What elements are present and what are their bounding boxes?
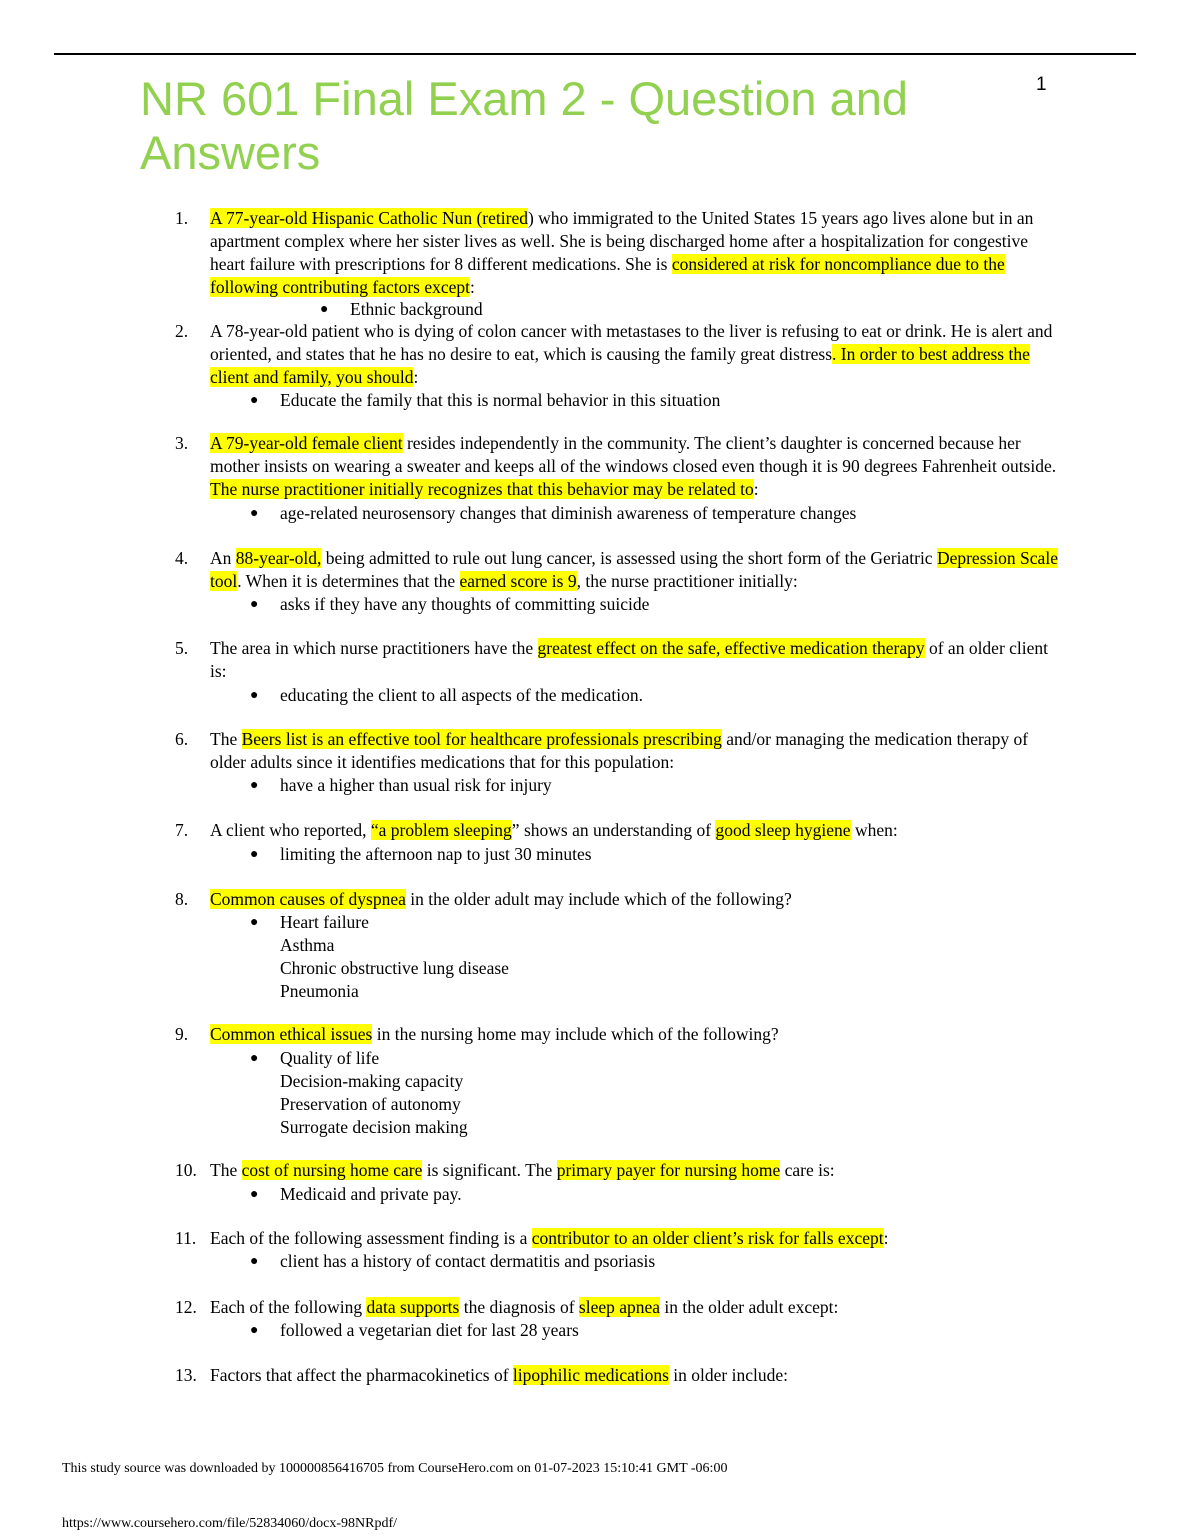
highlighted-text: Beers list is an effective tool for healthcare professionals prescribing (241, 729, 722, 749)
question-number: 7. (175, 820, 189, 840)
answer-text: Medicaid and private pay. (280, 1184, 462, 1204)
highlighted-text: A 77-year-old Hispanic Catholic Nun (retired (210, 208, 528, 228)
page-number: 1 (1036, 74, 1047, 95)
highlighted-text: earned score is 9 (459, 571, 577, 591)
question-text (210, 207, 1060, 299)
bullet-icon: ● (250, 915, 259, 930)
question-number: 4. (175, 548, 189, 568)
highlighted-text: The nurse practitioner initially recognizes that this behavior may be related to (210, 479, 754, 499)
answer-block (250, 1047, 468, 1139)
answer-text: Asthma (280, 935, 335, 955)
footer-url[interactable]: https://www.coursehero.com/file/52834060/docx-98NRpdf/ (62, 1516, 398, 1531)
page-title: NR 601 Final Exam 2 - Question and Answers (140, 72, 909, 179)
answer-text: Heart failure (280, 912, 369, 932)
bullet-icon: ● (320, 302, 329, 317)
question-text-segment: . When it is determines that the (237, 571, 460, 591)
question-number: 5. (175, 638, 189, 658)
highlighted-text: data supports (366, 1297, 460, 1317)
question-text-segment: The area in which nurse practitioners have the (210, 638, 538, 658)
question-text-segment: is significant. The (422, 1160, 557, 1180)
question-text-segment: : (753, 479, 759, 499)
question-text-segment: in the older adult may include which of the following? (405, 889, 792, 909)
question-text-segment: The (210, 1160, 242, 1180)
answer-block (250, 843, 592, 866)
highlighted-text: cost of nursing home care (241, 1160, 423, 1180)
answer-block (250, 774, 552, 797)
question-text-segment: Each of the following assessment finding is a (210, 1228, 532, 1248)
highlighted-text: Common causes of dyspnea (210, 889, 406, 909)
answer-block (250, 593, 650, 616)
highlighted-text: “a problem sleeping (370, 820, 512, 840)
highlighted-text: greatest effect on the safe, effective medication therapy (537, 638, 925, 658)
highlighted-text: lipophilic medications (512, 1365, 669, 1385)
answer-text: have a higher than usual risk for injury (280, 775, 552, 795)
question-text-segment: , the nurse practitioner initially: (576, 571, 798, 591)
question-text (210, 819, 1060, 842)
question-number: 13. (175, 1365, 197, 1385)
bullet-icon: ● (250, 1323, 259, 1338)
answer-block (250, 911, 509, 1003)
highlighted-text: good sleep hygiene (715, 820, 851, 840)
bullet-icon: ● (250, 1187, 259, 1202)
answer-text: Pneumonia (280, 981, 359, 1001)
question-text-segment: : (883, 1228, 889, 1248)
question-text (210, 888, 1060, 911)
question-number: 12. (175, 1297, 197, 1317)
question-text-segment: and/or managing the medication therapy of older adults since it identifies medications that for this population: (210, 729, 1029, 772)
bullet-icon: ● (250, 506, 259, 521)
answer-block (320, 298, 483, 321)
question-text (210, 1227, 1060, 1250)
question-number: 1. (175, 208, 189, 228)
highlighted-text: contributor to an older client’s risk for falls except (531, 1228, 884, 1248)
bullet-icon: ● (250, 778, 259, 793)
question-text-segment: A 78-year-old patient who is dying of colon cancer with metastases to the liver is refusing to eat or drink. He is alert and oriented, and states that he has no desire to eat, which is causing the family great distress (210, 321, 1053, 364)
answer-block (250, 389, 721, 412)
question-text-segment: An (210, 548, 236, 568)
bullet-icon: ● (250, 1051, 259, 1066)
question-text-segment: being admitted to rule out lung cancer, is assessed using the short form of the Geriatric (321, 548, 937, 568)
answer-text: followed a vegetarian diet for last 28 years (280, 1320, 579, 1340)
answer-text: Ethnic background (350, 299, 483, 319)
question-text-segment: : (413, 367, 419, 387)
question-text (210, 1364, 1060, 1387)
question-text-segment: ” shows an understanding of (511, 820, 716, 840)
question-text (210, 1023, 1060, 1046)
answer-text: Chronic obstructive lung disease (280, 958, 509, 978)
answer-text: educating the client to all aspects of the medication. (280, 685, 643, 705)
question-text (210, 728, 1060, 774)
question-text (210, 1296, 1060, 1319)
answer-block (250, 1250, 656, 1273)
question-number: 6. (175, 729, 189, 749)
question-text-segment: resides independently in the community. The client’s daughter is concerned because her mother insists on wearing a sweater and keeps all of the windows closed even though it is 90 degrees Fahrenheit outside. (210, 433, 1057, 476)
question-text (210, 1159, 1060, 1182)
footer-source: This study source was downloaded by 100000856416705 from CourseHero.com on 01-07-2023 15:10:41 GMT -06:00 (62, 1461, 728, 1476)
question-number: 2. (175, 321, 189, 341)
question-number: 11. (175, 1228, 197, 1248)
question-text-segment: in older include: (668, 1365, 788, 1385)
answer-block (250, 1319, 579, 1342)
highlighted-text: 88-year-old, (235, 548, 322, 568)
question-text-segment: care is: (780, 1160, 835, 1180)
question-text-segment: of an older client is: (210, 638, 1049, 681)
answer-text: limiting the afternoon nap to just 30 minutes (280, 844, 592, 864)
highlighted-text: Depression Scale tool (210, 548, 1058, 591)
bullet-icon: ● (250, 688, 259, 703)
question-number: 3. (175, 433, 189, 453)
question-number: 8. (175, 889, 189, 909)
highlighted-text: sleep apnea (578, 1297, 661, 1317)
answer-block (250, 1183, 462, 1206)
question-text (210, 432, 1060, 501)
question-number: 9. (175, 1024, 189, 1044)
question-text-segment: Factors that affect the pharmacokinetics of (210, 1365, 513, 1385)
answer-text: Educate the family that this is normal behavior in this situation (280, 390, 721, 410)
question-text-segment: Each of the following (210, 1297, 367, 1317)
answer-text: Quality of life (280, 1048, 380, 1068)
question-text-segment: ) who immigrated to the United States 15 years ago lives alone but in an apartment complex where her sister lives as well. She is being discharged home after a hospitalization for congestive heart failure with prescriptions for 8 different medications. She is (210, 208, 1034, 274)
question-text-segment: in the older adult except: (660, 1297, 839, 1317)
bullet-icon: ● (250, 597, 259, 612)
question-text-segment: A client who reported, (210, 820, 371, 840)
answer-text: Preservation of autonomy (280, 1094, 461, 1114)
highlighted-text: A 79-year-old female client (210, 433, 403, 453)
bullet-icon: ● (250, 847, 259, 862)
highlighted-text: primary payer for nursing home (556, 1160, 781, 1180)
header-rule (54, 53, 1136, 55)
answer-text: age-related neurosensory changes that diminish awareness of temperature changes (280, 503, 857, 523)
question-text-segment: : (470, 277, 475, 297)
question-text-segment: in the nursing home may include which of the following? (372, 1024, 779, 1044)
answer-text: client has a history of contact dermatitis and psoriasis (280, 1251, 656, 1271)
highlighted-text: considered at risk for noncompliance due to the following contributing factors except (210, 254, 1005, 297)
question-text-segment: The (210, 729, 242, 749)
answer-block (250, 684, 643, 707)
question-text-segment: the diagnosis of (459, 1297, 579, 1317)
highlighted-text: . In order to best address the client and family, you should (210, 344, 1030, 387)
question-text (210, 320, 1060, 389)
answer-text: Decision-making capacity (280, 1071, 464, 1091)
question-text (210, 547, 1060, 593)
answer-block (250, 502, 857, 525)
answer-text: Surrogate decision making (280, 1117, 468, 1137)
bullet-icon: ● (250, 393, 259, 408)
highlighted-text: Common ethical issues (210, 1024, 373, 1044)
answer-text: asks if they have any thoughts of committing suicide (280, 594, 650, 614)
question-number: 10. (175, 1160, 197, 1180)
question-text-segment: when: (850, 820, 898, 840)
question-text (210, 637, 1060, 683)
bullet-icon: ● (250, 1254, 259, 1269)
